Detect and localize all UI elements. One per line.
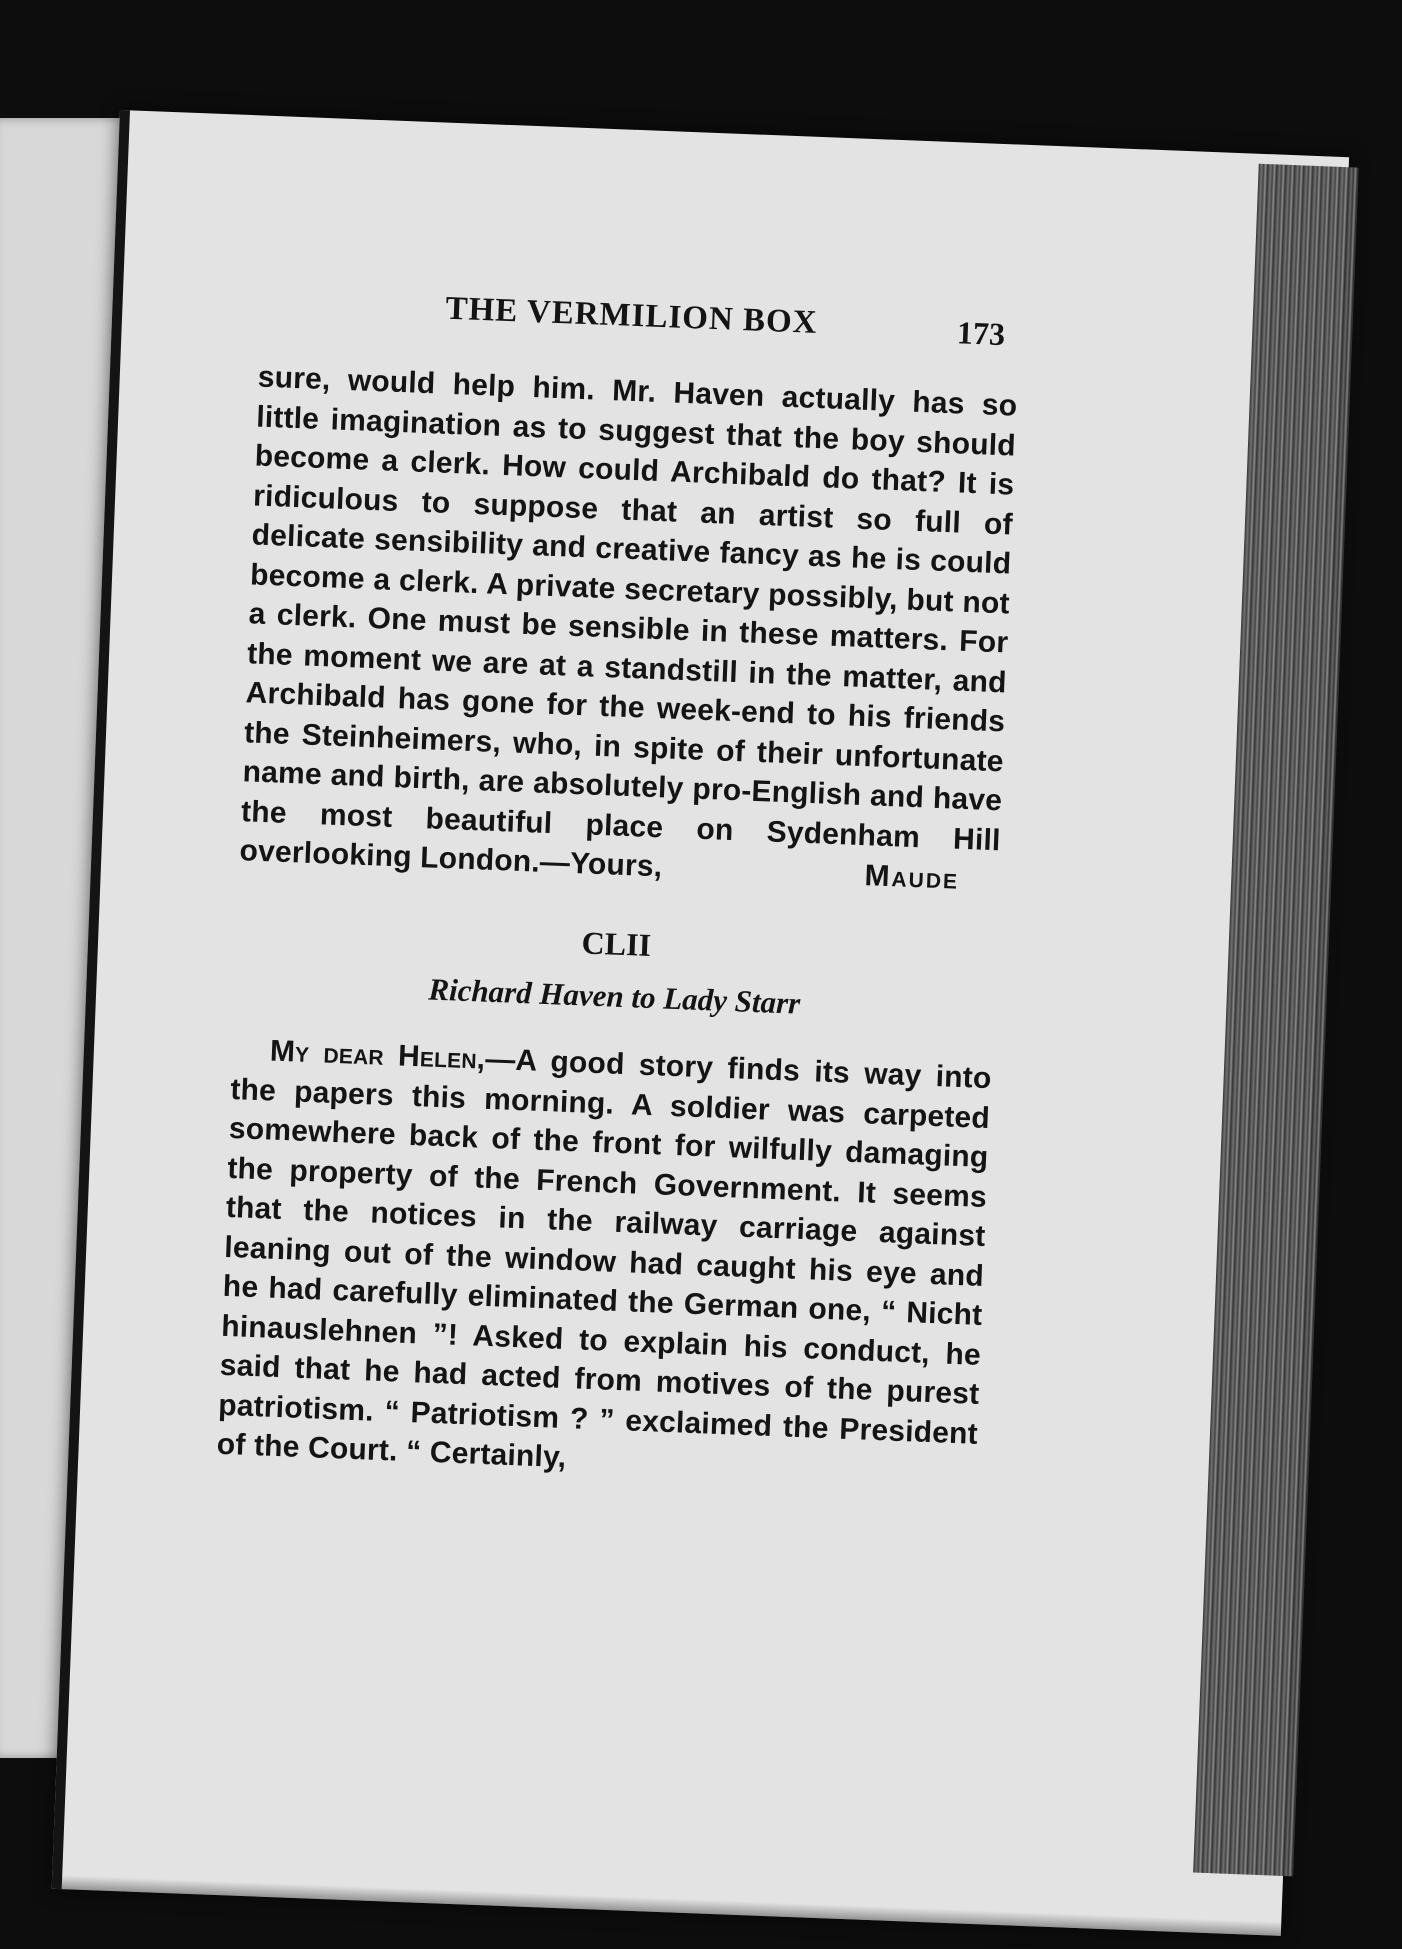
running-title: THE VERMILION BOX [444,290,819,341]
salutation: My dear Helen, [269,1034,486,1076]
page-bottom-shadow [62,1875,1282,1936]
page-stack-edge [1193,164,1359,1877]
letter-number: CLII [581,924,652,963]
book-page [52,110,1349,1936]
letter-paragraph: —A good story finds its way into the papers this morning. A soldier was carpeted somewhere back of the front for wilfully damaging the property of the French Government. It seems that the notices in the railway carriage against leaning out of the window had caught his eye and he had carefully eliminated the German one, “ Nicht hinauslehnen ”! Asked to explain his conduct, he said that he had acted from motives of the purest patriotism. “ Patriotism ? ” exclaimed the President of the Court. “ Certainly, [216,1042,993,1475]
signature: Maude [864,858,960,896]
page-number: 173 [956,314,1006,353]
page-content [216,284,1021,1494]
letter-body [216,1030,992,1493]
running-head [259,284,1021,373]
paragraph-continued: sure, would help him. Mr. Haven actually has so little imagination as to suggest that the boy should become a clerk. How could Archibald do that? It is ridiculous to suppose that an artist so full of delicate sensibility and creative fancy as he is could become a clerk. A private secretary possibly, but not a clerk. One must be sensible in these matters. For the moment we are at a standstill in the matter, and Archibald has gone for the week-end to his friends the Steinheimers, who, in spite of their unfortunate name and birth, are absolutely pro-English and have the most beautiful place on Sydenham Hill overlooking London.—Yours, [239,360,1018,884]
letter-heading: Richard Haven to Lady Starr [427,971,801,1021]
